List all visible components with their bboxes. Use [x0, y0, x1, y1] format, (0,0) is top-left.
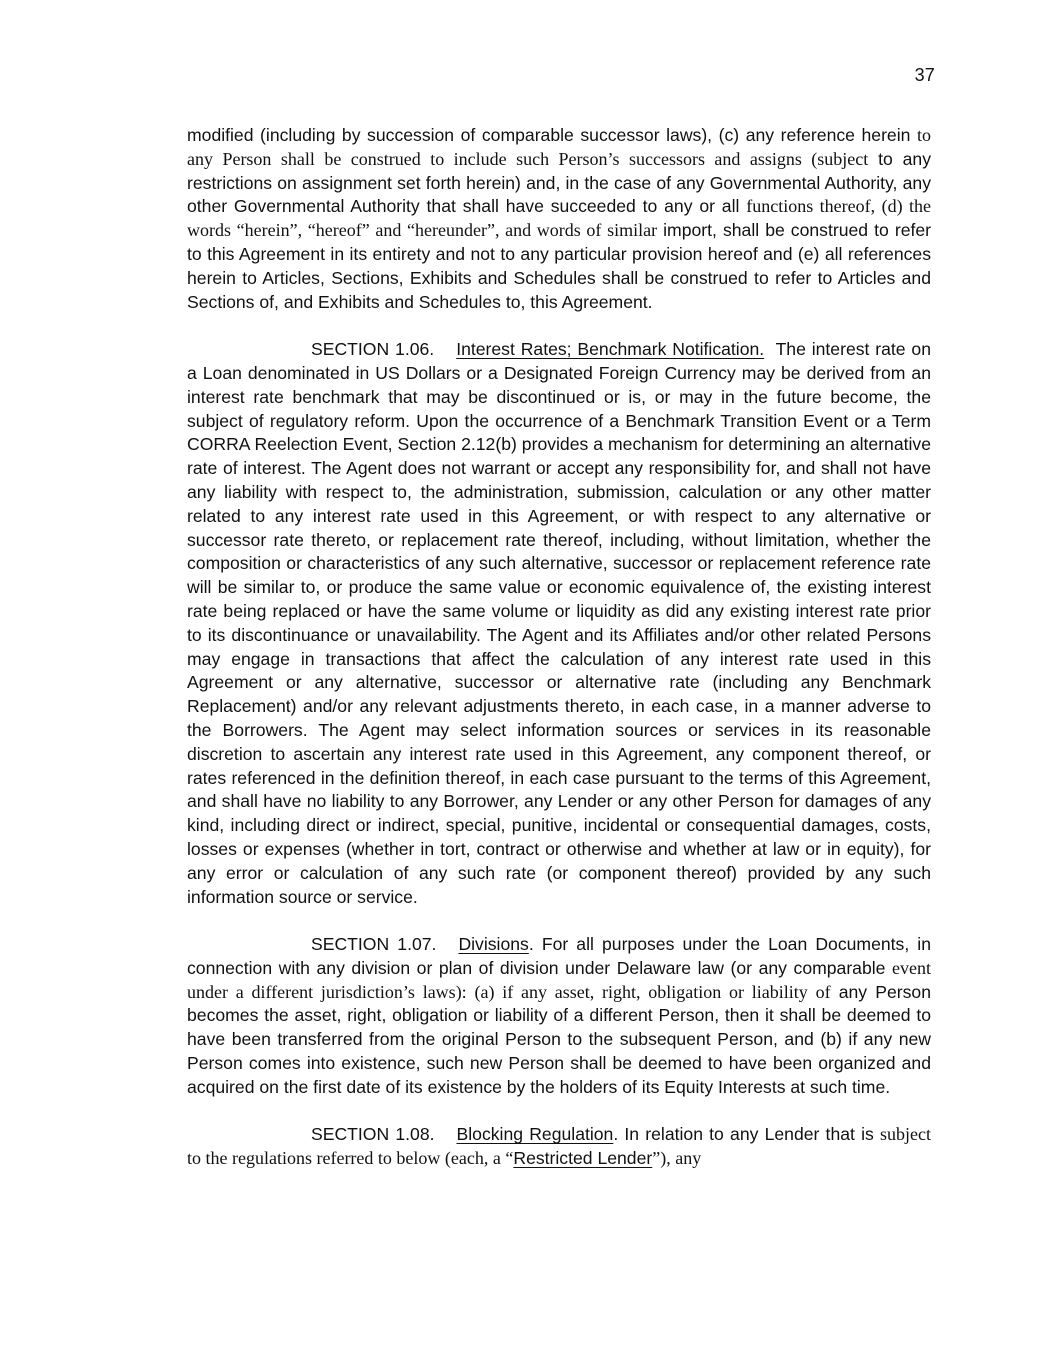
- section-heading: Divisions: [458, 934, 529, 955]
- section-body: any Person becomes the asset, right, obligation or liability of a different Person, then it shall be deemed to have been transferred from the original Person to the subsequent Person, and (b) if any new Person comes into existence, such new Person shall be deemed to have been organized and acquired on the first date of its existence by the holders of its Equity Interests at such time.: [187, 981, 932, 1097]
- section-body: . In relation to any Lender that is: [613, 1124, 874, 1145]
- paragraph-text-serif: to any Person shall be construed to include such Person’s successors and assigns (subject: [187, 125, 931, 169]
- section-1-07: [187, 933, 931, 1100]
- section-body-serif: subject to the regulations referred to below (each, a “: [187, 1124, 932, 1169]
- page-number: 37: [914, 65, 935, 85]
- section-number: SECTION 1.06.: [311, 339, 435, 360]
- section-number: SECTION 1.08.: [311, 1124, 435, 1145]
- paragraph-text: to any restrictions on assignment set forth herein) and, in the case of any Governmental Authority, any other Governmental Authority that shall have succeeded to any or all: [187, 148, 932, 217]
- section-1-06: [187, 338, 931, 909]
- section-number: SECTION 1.07.: [311, 934, 437, 955]
- paragraph-text: import, shall be construed to refer to this Agreement in its entirety and not to any particular provision hereof and (e) all references herein to Articles, Sections, Exhibits and Schedules shall be construed to refer to Articles and Sections of, and Exhibits and Schedules to, this Agreement.: [187, 220, 932, 312]
- paragraph-text-serif: functions thereof, (d) the words “herein”, “hereof” and “hereunder”, and words of similar: [187, 196, 932, 241]
- document-body: [187, 124, 931, 1195]
- paragraph-text: modified (including by succession of comparable successor laws), (c) any reference herein: [187, 125, 911, 145]
- section-body-serif: event under a different jurisdiction’s laws): (a) if any asset, right, obligation or liability of: [187, 957, 931, 1002]
- section-body: The interest rate on a Loan denominated in US Dollars or a Designated Foreign Currency may be derived from an interest rate benchmark that may be discontinued or is, or may in the future become, the subject of regulatory reform. Upon the occurrence of a Benchmark Transition Event or a Term CORRA Reelection Event, Section 2.12(b) provides a mechanism for determining an alternative rate of interest. The Agent does not warrant or accept any responsibility for, and shall not have any liability with respect to, the administration, submission, calculation or any other matter related to any interest rate used in this Agreement, or with respect to any alternative or successor rate thereto, or replacement rate thereof, including, without limitation, whether the composition or characteristics of any such alternative, successor or replacement reference rate will be similar to, or produce the same value or economic equivalence of, the existing interest rate being replaced or have the same volume or liquidity as did any existing interest rate prior to its discontinuance or unavailability. The Agent and its Affiliates and/or other related Persons may engage in transactions that affect the calculation of any interest rate used in this Agreement or any alternative, successor or alternative rate (including any Benchmark Replacement) and/or any relevant adjustments thereto, in each case, in a manner adverse to the Borrowers. The Agent may select information sources or services in its reasonable discretion to ascertain any interest rate used in this Agreement, any component thereof, or rates referenced in the definition thereof, in each case pursuant to the terms of this Agreement, and shall have no liability to any Borrower, any Lender or any other Person for damages of any kind, including direct or indirect, special, punitive, incidental or consequential damages, costs, losses or expenses (whether in tort, contract or otherwise and whether at law or in equity), for any error or calculation of any such rate (or component thereof) provided by any such information source or service.: [187, 339, 932, 907]
- section-heading: Blocking Regulation: [456, 1124, 614, 1145]
- section-1-08: [187, 1123, 931, 1171]
- section-body: . For all purposes under the Loan Documents, in connection with any division or plan of division under Delaware law (or any comparable: [187, 934, 931, 978]
- section-heading: Interest Rates; Benchmark Notification.: [456, 339, 765, 360]
- section-body-serif: ”), any: [652, 1148, 702, 1169]
- paragraph-continuation: [187, 124, 931, 314]
- defined-term: Restricted Lender: [513, 1148, 653, 1169]
